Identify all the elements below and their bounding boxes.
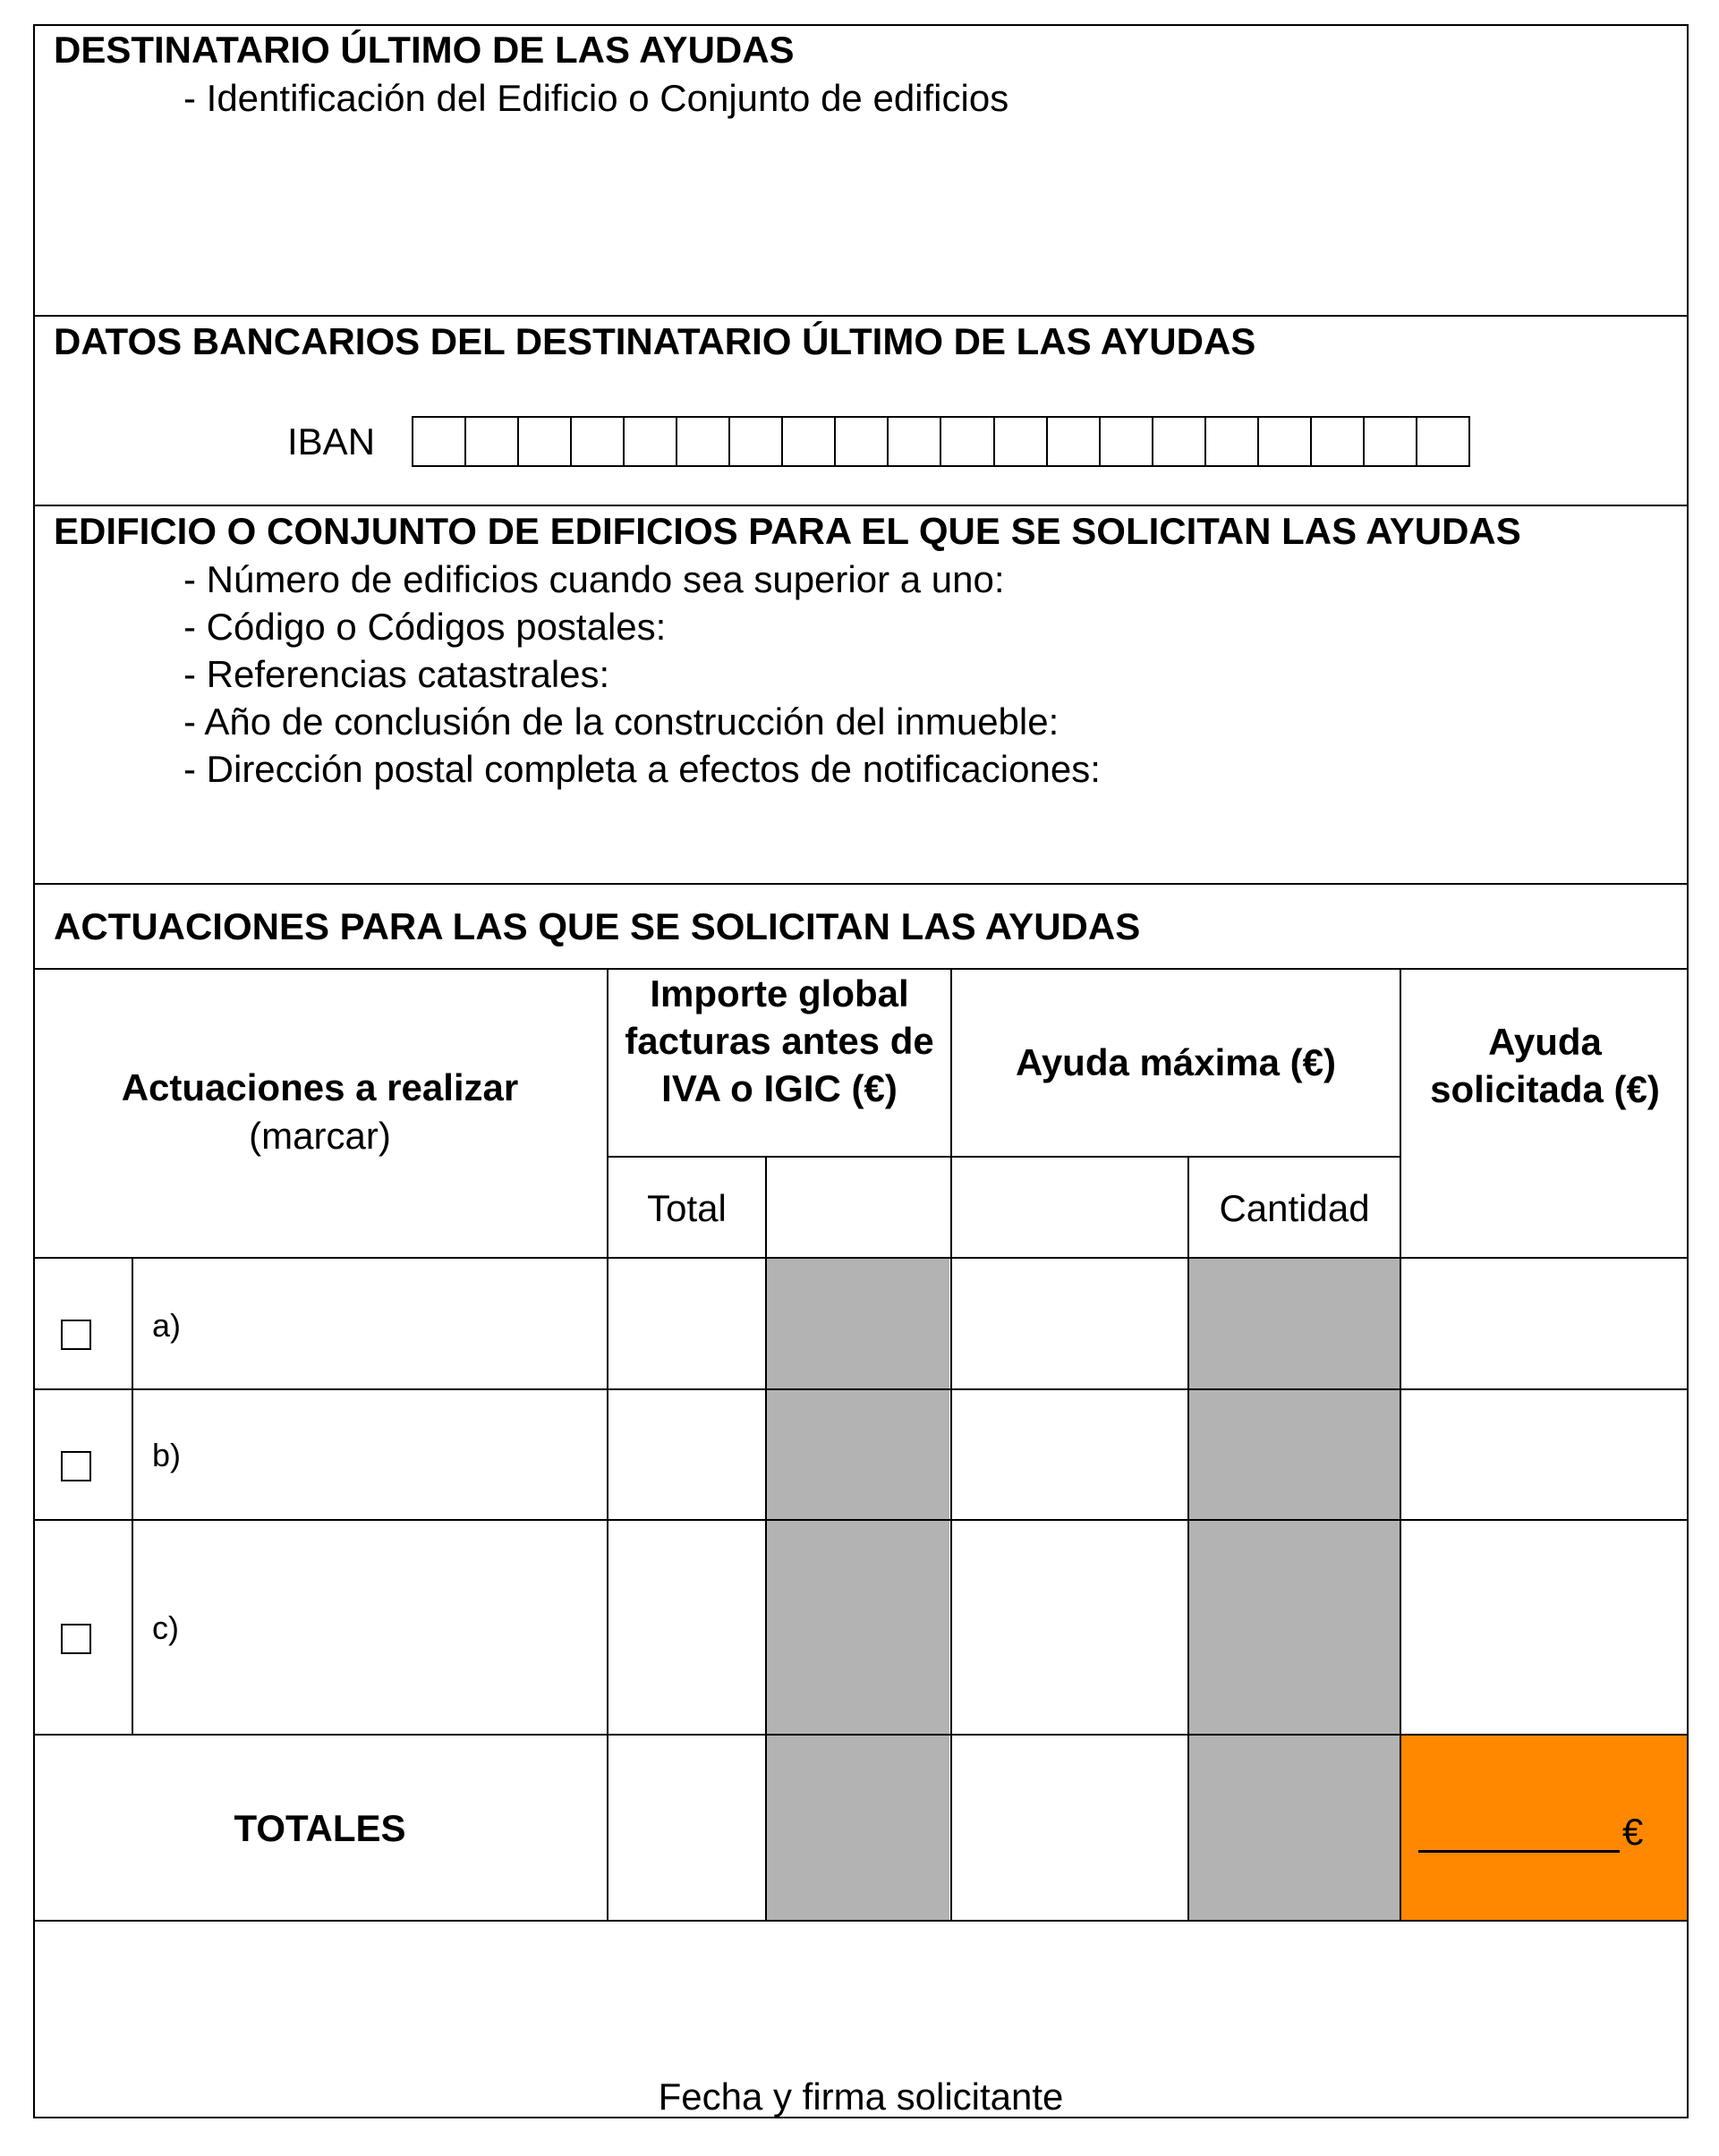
iban-digit-box[interactable] (941, 418, 994, 465)
datos-bancarios-title: DATOS BANCARIOS DEL DESTINATARIO ÚLTIMO DE LAS AYUDAS (54, 320, 1256, 362)
table-col-divider (950, 968, 952, 1922)
iban-digit-box[interactable] (1048, 418, 1101, 465)
iban-digit-box[interactable] (1417, 418, 1468, 465)
destinatario-title: DESTINATARIO ÚLTIMO DE LAS AYUDAS (54, 29, 795, 71)
edificio-item: - Dirección postal completa a efectos de notificaciones: (183, 748, 1101, 790)
divider (33, 505, 1689, 506)
shaded-column-ayuda (1189, 1259, 1400, 1920)
row-c-checkbox[interactable] (61, 1624, 91, 1654)
iban-digit-box[interactable] (466, 418, 519, 465)
row-label: a) (152, 1307, 182, 1344)
col-header-importe: Importe global facturas antes de IVA o IGIC (€) (625, 972, 934, 1109)
signature-label: Fecha y firma solicitante (658, 2075, 1064, 2118)
iban-digit-box[interactable] (413, 418, 466, 465)
row-label: c) (152, 1609, 179, 1646)
iban-digit-box[interactable] (1312, 418, 1365, 465)
iban-digit-box[interactable] (572, 418, 625, 465)
total-amount-line (1418, 1850, 1620, 1853)
iban-digit-box[interactable] (677, 418, 730, 465)
iban-digit-box[interactable] (1365, 418, 1417, 465)
edificio-item: - Referencias catastrales: (183, 653, 610, 695)
row-a-checkbox[interactable] (61, 1320, 91, 1350)
table-row-divider (33, 1388, 1689, 1390)
table-row-divider (607, 1156, 1400, 1158)
edificio-item: - Código o Códigos postales: (183, 606, 667, 648)
shaded-column-importe (767, 1259, 949, 1920)
table-col-divider (132, 1257, 133, 1736)
totales-label: TOTALES (234, 1807, 406, 1849)
iban-digit-box[interactable] (995, 418, 1048, 465)
iban-field[interactable] (412, 416, 1470, 467)
divider (33, 883, 1689, 885)
subheader-total: Total (647, 1187, 727, 1229)
table-col-divider (765, 1158, 767, 1922)
subheader-cantidad: Cantidad (1219, 1187, 1370, 1229)
table-row-divider (33, 1734, 1689, 1736)
col-header-actuaciones-sub: (marcar) (249, 1115, 391, 1157)
table-row-divider (33, 1257, 1689, 1259)
iban-digit-box[interactable] (625, 418, 677, 465)
row-label: b) (152, 1437, 182, 1473)
col-header-ayuda-solicitada: Ayuda solicitada (€) (1430, 1021, 1660, 1110)
destinatario-item: - Identificación del Edificio o Conjunto de edificios (183, 77, 1009, 119)
iban-label: IBAN (287, 420, 376, 463)
edificio-item: - Número de edificios cuando sea superior a uno: (183, 558, 1005, 600)
table-row-divider (33, 1920, 1689, 1922)
iban-digit-box[interactable] (783, 418, 836, 465)
col-header-ayuda-maxima: Ayuda máxima (€) (1016, 1041, 1336, 1083)
table-col-divider (1187, 1158, 1189, 1922)
iban-digit-box[interactable] (1259, 418, 1312, 465)
iban-digit-box[interactable] (519, 418, 572, 465)
iban-digit-box[interactable] (1101, 418, 1153, 465)
iban-digit-box[interactable] (889, 418, 941, 465)
row-b-checkbox[interactable] (61, 1451, 91, 1481)
iban-digit-box[interactable] (836, 418, 889, 465)
edificio-title: EDIFICIO O CONJUNTO DE EDIFICIOS PARA EL QUE SE SOLICITAN LAS AYUDAS (54, 510, 1521, 552)
table-row-divider (33, 1519, 1689, 1521)
col-header-actuaciones: Actuaciones a realizar (121, 1066, 519, 1108)
total-ayuda-solicitada-cell[interactable] (1401, 1736, 1687, 1920)
divider (33, 315, 1689, 317)
actuaciones-title: ACTUACIONES PARA LAS QUE SE SOLICITAN LAS AYUDAS (54, 905, 1141, 947)
iban-digit-box[interactable] (1153, 418, 1206, 465)
edificio-item: - Año de conclusión de la construcción del inmueble: (183, 700, 1059, 743)
euro-symbol: € (1622, 1811, 1644, 1853)
iban-digit-box[interactable] (1206, 418, 1259, 465)
iban-digit-box[interactable] (730, 418, 783, 465)
